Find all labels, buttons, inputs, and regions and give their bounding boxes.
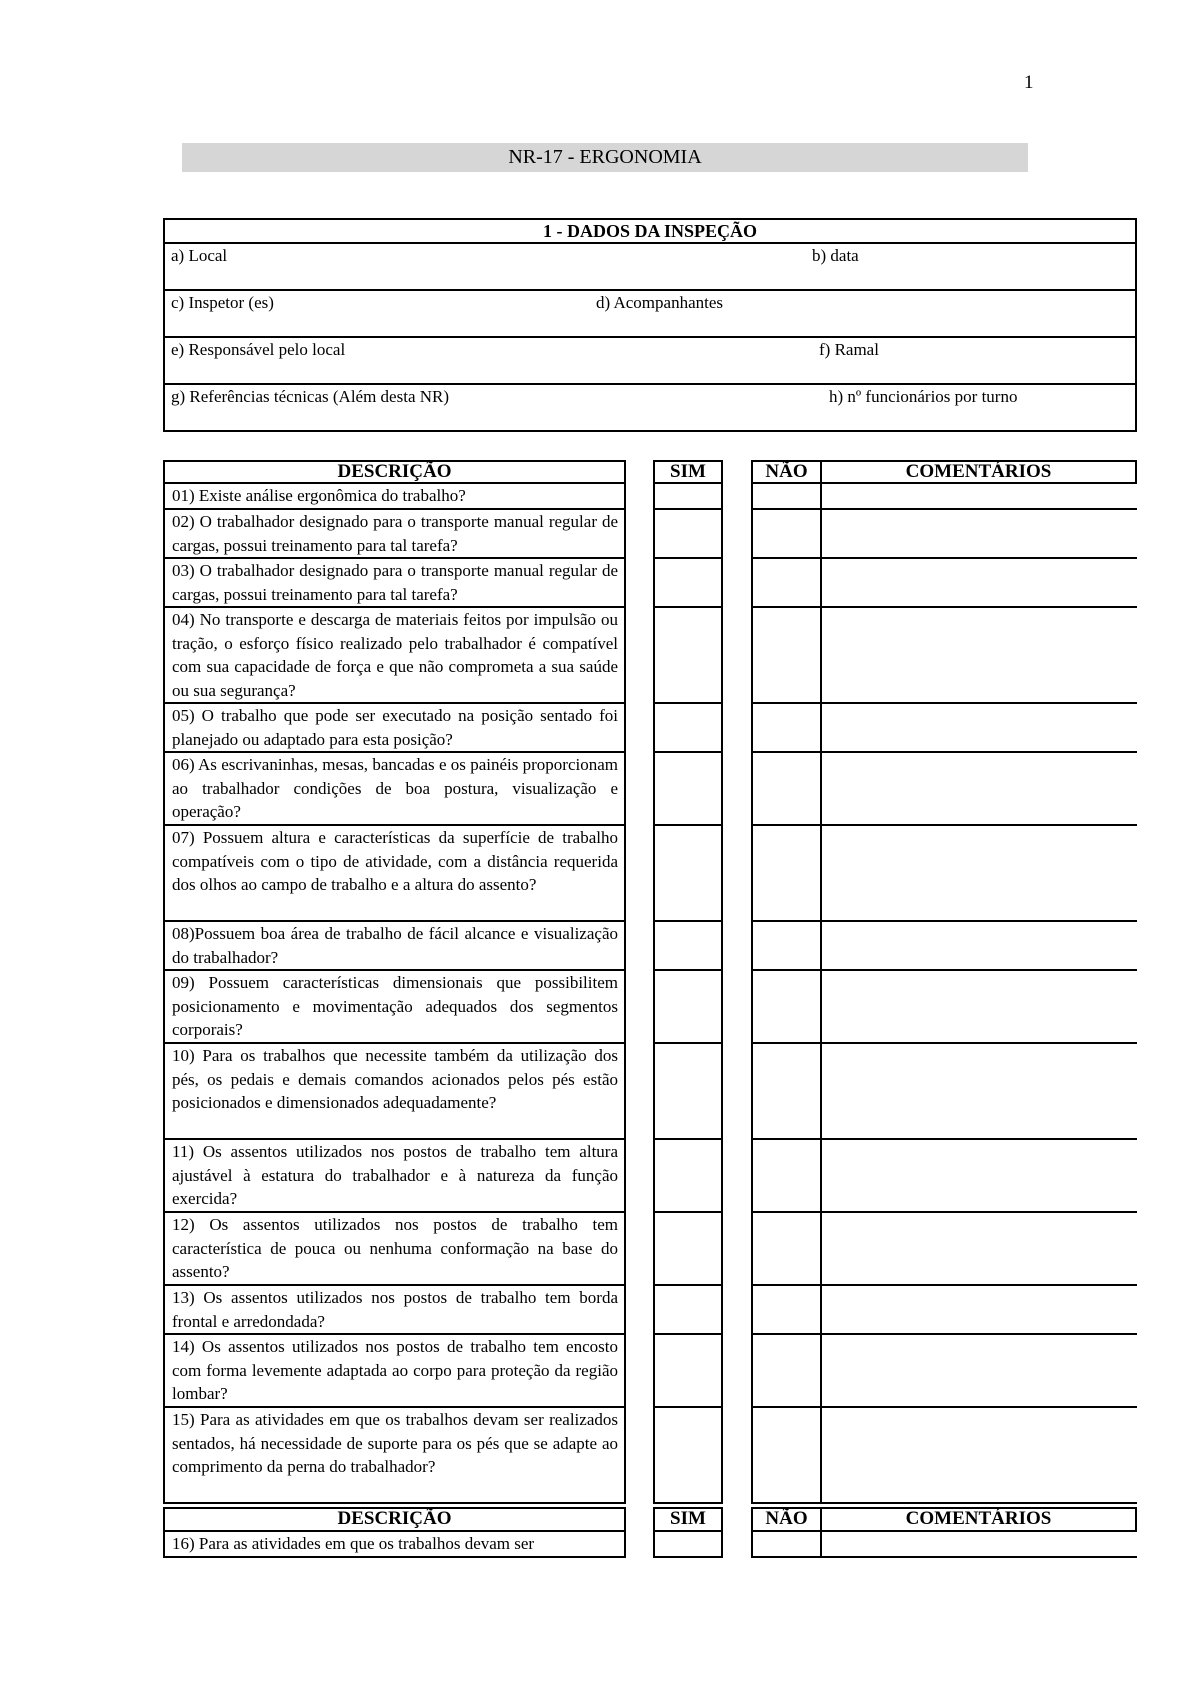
question-text: 03) O trabalhador designado para o transporte manual regular de cargas, possui treinamento para tal tarefa?: [163, 559, 626, 608]
field-acompanhantes[interactable]: d) Acompanhantes: [596, 293, 723, 312]
nao-answer-cell[interactable]: [751, 1532, 822, 1558]
header-nao-2: NÃO: [751, 1507, 822, 1532]
inspection-row-inspetor: [165, 291, 1135, 338]
sim-answer-cell[interactable]: [653, 1140, 723, 1213]
nao-answer-cell[interactable]: [751, 484, 822, 510]
question-text: 06) As escrivaninhas, mesas, bancadas e os painéis proporcionam ao trabalhador condições de boa postura, visualização e operação?: [163, 753, 626, 826]
nao-answer-cell[interactable]: [751, 559, 822, 608]
comment-cell[interactable]: [820, 971, 1137, 1044]
comment-cell[interactable]: [820, 608, 1137, 704]
comment-cell[interactable]: [820, 1044, 1137, 1140]
nao-answer-cell[interactable]: [751, 1044, 822, 1140]
nao-answer-cell[interactable]: [751, 1408, 822, 1504]
question-text: 02) O trabalhador designado para o transporte manual regular de cargas, possui treinamento para tal tarefa?: [163, 510, 626, 559]
comment-cell[interactable]: [820, 704, 1137, 753]
question-text: 05) O trabalho que pode ser executado na posição sentado foi planejado ou adaptado para esta posição?: [163, 704, 626, 753]
nao-answer-cell[interactable]: [751, 608, 822, 704]
nao-answer-cell[interactable]: [751, 510, 822, 559]
question-text: 04) No transporte e descarga de materiais feitos por impulsão ou tração, o esforço físico realizado pelo trabalhador é compatível com sua capacidade de força e que não comprometa a sua saúde ou sua segurança?: [163, 608, 626, 704]
comment-cell[interactable]: [820, 753, 1137, 826]
comment-cell[interactable]: [820, 922, 1137, 971]
question-text: 13) Os assentos utilizados nos postos de trabalho tem borda frontal e arredondada?: [163, 1286, 626, 1335]
comment-cell[interactable]: [820, 559, 1137, 608]
header-comentarios: COMENTÁRIOS: [820, 460, 1137, 484]
field-local[interactable]: a) Local: [171, 246, 228, 265]
question-text: 01) Existe análise ergonômica do trabalho?: [163, 484, 626, 510]
comment-cell[interactable]: [820, 1286, 1137, 1335]
sim-answer-cell[interactable]: [653, 608, 723, 704]
sim-answer-cell[interactable]: [653, 1044, 723, 1140]
sim-answer-cell[interactable]: [653, 704, 723, 753]
comment-cell[interactable]: [820, 826, 1137, 922]
question-text: 11) Os assentos utilizados nos postos de trabalho tem altura ajustável à estatura do trabalhador e à natureza da função exercida?: [163, 1140, 626, 1213]
sim-answer-cell[interactable]: [653, 484, 723, 510]
question-text: 15) Para as atividades em que os trabalhos devam ser realizados sentados, há necessidade de suporte para os pés que se adapte ao comprimento da perna do trabalhador?: [163, 1408, 626, 1504]
inspection-row-referencias: [165, 385, 1135, 430]
nao-answer-cell[interactable]: [751, 704, 822, 753]
nao-answer-cell[interactable]: [751, 1213, 822, 1286]
nao-answer-cell[interactable]: [751, 971, 822, 1044]
question-text: 08)Possuem boa área de trabalho de fácil alcance e visualização do trabalhador?: [163, 922, 626, 971]
sim-answer-cell[interactable]: [653, 1286, 723, 1335]
question-text: 07) Possuem altura e características da superfície de trabalho compatíveis com o tipo de atividade, com a distância requerida dos olhos ao campo de trabalho e a altura do assento?: [163, 826, 626, 922]
sim-answer-cell[interactable]: [653, 753, 723, 826]
question-text: 14) Os assentos utilizados nos postos de trabalho tem encosto com forma levemente adaptada ao corpo para proteção da região lombar?: [163, 1335, 626, 1408]
header-sim-2: SIM: [653, 1507, 723, 1532]
comment-cell[interactable]: [820, 510, 1137, 559]
sim-answer-cell[interactable]: [653, 1335, 723, 1408]
sim-answer-cell[interactable]: [653, 1213, 723, 1286]
question-text: 09) Possuem características dimensionais que possibilitem posicionamento e movimentação adequados dos segmentos corporais?: [163, 971, 626, 1044]
inspection-row-responsavel: [165, 338, 1135, 385]
nao-answer-cell[interactable]: [751, 826, 822, 922]
header-nao: NÃO: [751, 460, 822, 484]
sim-answer-cell[interactable]: [653, 922, 723, 971]
sim-answer-cell[interactable]: [653, 826, 723, 922]
sim-answer-cell[interactable]: [653, 971, 723, 1044]
header-sim: SIM: [653, 460, 723, 484]
comment-cell[interactable]: [820, 1140, 1137, 1213]
comment-cell[interactable]: [820, 1532, 1137, 1558]
page-number: 1: [1024, 72, 1034, 93]
sim-answer-cell[interactable]: [653, 559, 723, 608]
field-inspetor[interactable]: c) Inspetor (es): [171, 293, 274, 312]
field-responsavel[interactable]: e) Responsável pelo local: [171, 340, 346, 359]
comment-cell[interactable]: [820, 484, 1137, 510]
nao-answer-cell[interactable]: [751, 1335, 822, 1408]
question-text: 10) Para os trabalhos que necessite também da utilização dos pés, os pedais e demais comandos acionados pelos pés estão posicionados e dimensionados adequadamente?: [163, 1044, 626, 1140]
comment-cell[interactable]: [820, 1335, 1137, 1408]
comment-cell[interactable]: [820, 1213, 1137, 1286]
inspection-row-local: [165, 244, 1135, 291]
field-referencias[interactable]: g) Referências técnicas (Além desta NR): [171, 387, 450, 406]
question-text: 12) Os assentos utilizados nos postos de trabalho tem característica de pouca ou nenhuma conformação na base do assento?: [163, 1213, 626, 1286]
comment-cell[interactable]: [820, 1408, 1137, 1504]
field-ramal[interactable]: f) Ramal: [819, 340, 879, 359]
sim-answer-cell[interactable]: [653, 1408, 723, 1504]
nao-answer-cell[interactable]: [751, 1140, 822, 1213]
nao-answer-cell[interactable]: [751, 1286, 822, 1335]
nao-answer-cell[interactable]: [751, 922, 822, 971]
field-funcionarios[interactable]: h) nº funcionários por turno: [829, 387, 1018, 406]
field-data[interactable]: b) data: [812, 246, 859, 265]
header-descricao: DESCRIÇÃO: [163, 460, 626, 484]
header-descricao-2: DESCRIÇÃO: [163, 1507, 626, 1532]
nao-answer-cell[interactable]: [751, 753, 822, 826]
sim-answer-cell[interactable]: [653, 510, 723, 559]
header-comentarios-2: COMENTÁRIOS: [820, 1507, 1137, 1532]
inspection-heading: 1 - DADOS DA INSPEÇÃO: [165, 220, 1135, 244]
inspection-data-box: [163, 218, 1137, 432]
question-text: 16) Para as atividades em que os trabalhos devam ser: [163, 1532, 626, 1558]
sim-answer-cell[interactable]: [653, 1532, 723, 1558]
document-title: NR-17 - ERGONOMIA: [182, 143, 1028, 172]
